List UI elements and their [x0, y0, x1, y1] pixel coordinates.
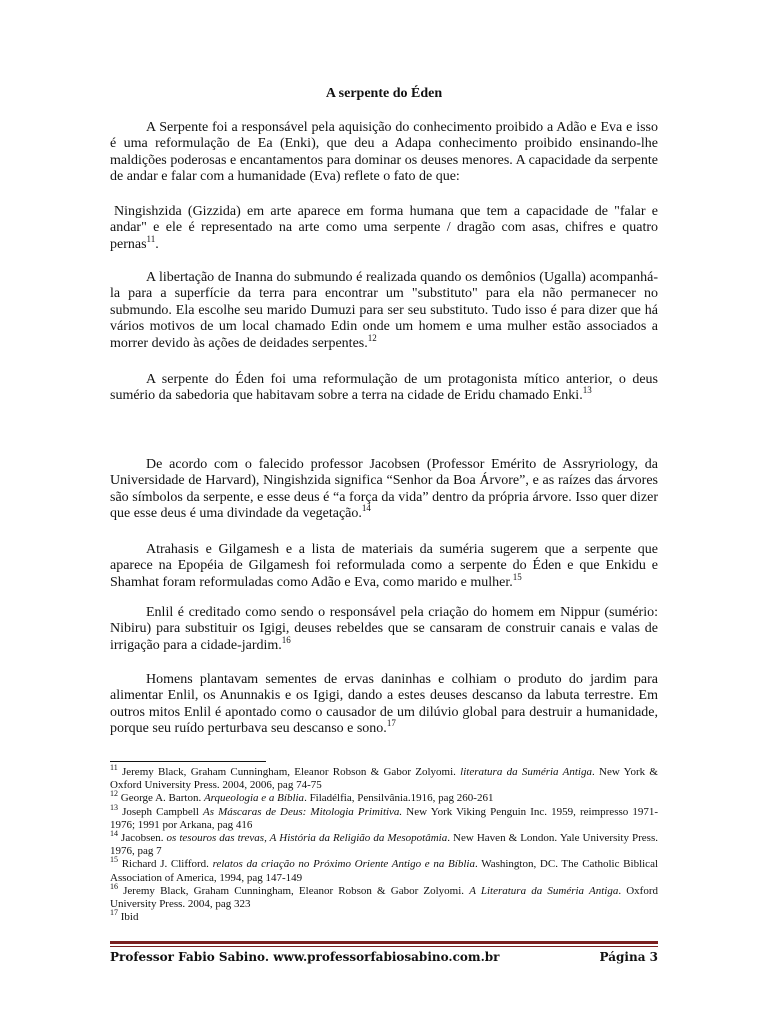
footnote-17: $^{17}$ Ibid: [110, 908, 139, 924]
footnote-16: $^{16}$ Jeremy Black, Graham Cunningham, Eleanor Robson & Gabor Zolyomi. A Literatura da Suméria Antiga. Oxford University Press. 2004, pag 323: [110, 881, 659, 911]
paragraph-1: A Serpente foi a responsável pela aquisição do conhecimento proibido a Adão e Eva e isso é uma reformulação de Ea (Enki), que deu a Adapa conhecimento proibido ensinando-lhe maldições poderosas e encantamentos para dominar os deuses menores. A capacidade da serpente de andar e falar com a humanidade (Eva) reflete o fato de que:: [110, 120, 658, 185]
footer-rule-thick: [110, 941, 658, 944]
paragraph-4: A serpente do Éden foi uma reformulação de um protagonista mítico anterior, o deus sumério da sabedoria que habitavam sobre a terra na cidade de Eridu chamado Enki.$^{13}$: [110, 372, 658, 404]
page-title: A serpente do Éden: [325, 86, 443, 101]
footnote-12: $^{12}$ George A. Barton. Arqueologia e a Bíblia. Filadélfia, Pensilvânia.1916, pag 260-261: [110, 789, 494, 805]
footnote-ref-14: 14: [361, 503, 371, 514]
paragraph-8: Homens plantavam sementes de ervas daninhas e colhiam o produto do jardim para alimentar Enlil, os Anunnakis e os Igigi, dando a estes deuses descanso da labuta terrestre. Em outros mitos Enlil é apontado como o causador de um dilúvio global para destruir a humanidade, porque seu ruído perturbava seu descanso e sono.$^{17}$: [110, 672, 658, 737]
footnote-ref-12: 12: [367, 332, 377, 343]
footnote-11: $^{11}$ Jeremy Black, Graham Cunningham, Eleanor Robson & Gabor Zolyomi. literatura da Suméria Antiga. New York & Oxford University Press. 2004, 2006, pag 74-75: [110, 763, 658, 792]
footnote-ref-11: 11: [146, 233, 156, 244]
footnote-14: $^{14}$ Jacobsen. os tesouros das trevas, A História da Religião da Mesopotâmia. New Haven & London. Yale University Press. 1976, pag 7: [110, 829, 658, 858]
paragraph-5: De acordo com o falecido professor Jacobsen (Professor Emérito de Assryriology, da Universidade de Harvard), Ningishzida significa “Senhor da Boa Árvore”, e as raízes das árvores são símbolos da serpente, e esse deus é “a força da vida” dentro da própria árvore. Isso quer dizer que esse deus é uma divindade da vegetação.$^{14}$: [110, 457, 658, 522]
paragraph-2: Ningishzida (Gizzida) em arte aparece em forma humana que tem a capacidade de "falar e andar" e ele é representado na arte como uma serpente / dragão com asas, chifres e quatro pernas$^{11}$.: [110, 204, 658, 252]
page-footer: [110, 950, 658, 964]
footer-rule-thin: [110, 946, 658, 947]
paragraph-7: Enlil é creditado como sendo o responsável pela criação do homem em Nippur (sumério: Nibiru) para substituir os Igigi, deuses rebeldes que se cansaram de construir canais e valas de irrigação para a cidade-jardim.$^{16}$: [110, 605, 658, 653]
footer-author: Professor Fabio Sabino. www.professorfabiosabino.com.br: [110, 950, 500, 964]
paragraph-3: A libertação de Inanna do submundo é realizada quando os demônios (Ugalla) acompanhá-la para a superfície da terra para encontrar um "substituto" para ela não permanecer no submundo. Ela escolhe seu marido Dumuzi para ser seu substituto. Tudo isso é para dizer que há vários motivos de um local chamado Edin onde um homem e uma mulher estão associados a morrer devido às ações de deidades serpentes.$^{12}$: [110, 270, 658, 351]
footnotes: [110, 763, 659, 924]
footnote-15: $^{15}$ Richard J. Clifford. relatos da criação no Próximo Oriente Antigo e na Bíblia. Washington, DC. The Catholic Biblical Association of America, 1994, pag 147-149: [110, 855, 659, 884]
footnote-ref-15: 15: [512, 571, 522, 582]
footnote-13: $^{13}$ Joseph Campbell As Máscaras de Deus: Mitologia Primitiva. New York Viking Penguin Inc. 1959, reimpresso 1971-1976; 1991 por Arkana, pag 416: [110, 802, 659, 831]
page-number: Página 3: [599, 950, 658, 964]
footnote-separator: [110, 761, 266, 762]
paragraph-6: Atrahasis e Gilgamesh e a lista de materiais da suméria sugerem que a serpente que aparece na Epopéia de Gilgamesh foi reformulada como a serpente do Éden e que Enkidu e Shamhat foram reformuladas como Adão e Eva, como marido e mulher.$^{15}$: [110, 542, 658, 590]
footnote-ref-13: 13: [582, 385, 592, 396]
footnote-ref-16: 16: [281, 634, 291, 645]
footnote-ref-17: 17: [386, 718, 396, 729]
